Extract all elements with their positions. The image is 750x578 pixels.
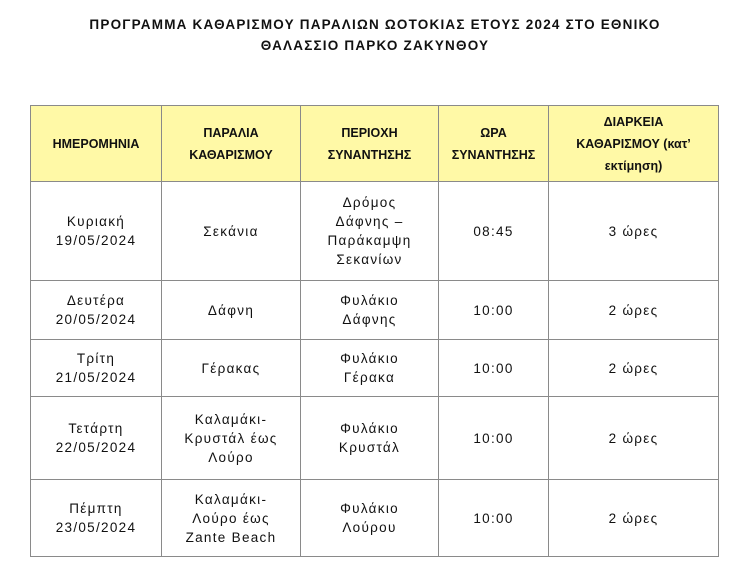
beach-cell: Καλαμάκι- Κρυστάλ έως Λούρο	[162, 397, 301, 480]
beach-cell: Καλαμάκι- Λούρο έως Zante Beach	[162, 480, 301, 557]
date-cell: Πέμπτη 23/05/2024	[31, 480, 162, 557]
meeting-time-cell: 10:00	[439, 397, 549, 480]
beach-cell: Σεκάνια	[162, 182, 301, 281]
meeting-area-cell: Φυλάκιο Γέρακα	[301, 340, 439, 397]
date-cell: Τρίτη 21/05/2024	[31, 340, 162, 397]
table-row	[31, 281, 719, 340]
duration-cell: 3 ώρες	[549, 182, 719, 281]
meeting-area-cell: Φυλάκιο Δάφνης	[301, 281, 439, 340]
meeting-area-cell: Φυλάκιο Κρυστάλ	[301, 397, 439, 480]
meeting-area-cell: Φυλάκιο Λούρου	[301, 480, 439, 557]
table-row	[31, 397, 719, 480]
duration-cell: 2 ώρες	[549, 397, 719, 480]
document-title	[0, 14, 750, 56]
date-cell: Κυριακή 19/05/2024	[31, 182, 162, 281]
cleaning-schedule-table	[30, 105, 719, 557]
duration-cell: 2 ώρες	[549, 480, 719, 557]
date-cell: Δευτέρα 20/05/2024	[31, 281, 162, 340]
table-row	[31, 480, 719, 557]
table-header-row	[31, 106, 719, 182]
table-row	[31, 182, 719, 281]
date-cell: Τετάρτη 22/05/2024	[31, 397, 162, 480]
meeting-area-cell: Δρόμος Δάφνης – Παράκαμψη Σεκανίων	[301, 182, 439, 281]
title-line-1: ΠΡΟΓΡΑΜΜΑ ΚΑΘΑΡΙΣΜΟΥ ΠΑΡΑΛΙΩΝ ΩΟΤΟΚΙΑΣ ΕΤΟΥΣ 2024 ΣΤΟ ΕΘΝΙΚΟ	[89, 17, 661, 32]
meeting-time-cell: 08:45	[439, 182, 549, 281]
header-beach: ΠΑΡΑΛΙΑ ΚΑΘΑΡΙΣΜΟΥ	[162, 106, 301, 182]
meeting-time-cell: 10:00	[439, 281, 549, 340]
header-duration: ΔΙΑΡΚΕΙΑ ΚΑΘΑΡΙΣΜΟΥ (κατ’ εκτίμηση)	[549, 106, 719, 182]
beach-cell: Δάφνη	[162, 281, 301, 340]
duration-cell: 2 ώρες	[549, 281, 719, 340]
meeting-time-cell: 10:00	[439, 480, 549, 557]
header-meeting-area: ΠΕΡΙΟΧΗ ΣΥΝΑΝΤΗΣΗΣ	[301, 106, 439, 182]
table-row	[31, 340, 719, 397]
header-date: ΗΜΕΡΟΜΗΝΙΑ	[31, 106, 162, 182]
meeting-time-cell: 10:00	[439, 340, 549, 397]
header-meeting-time: ΩΡΑ ΣΥΝΑΝΤΗΣΗΣ	[439, 106, 549, 182]
beach-cell: Γέρακας	[162, 340, 301, 397]
title-line-2: ΘΑΛΑΣΣΙΟ ΠΑΡΚΟ ΖΑΚΥΝΘΟΥ	[260, 38, 490, 53]
duration-cell: 2 ώρες	[549, 340, 719, 397]
